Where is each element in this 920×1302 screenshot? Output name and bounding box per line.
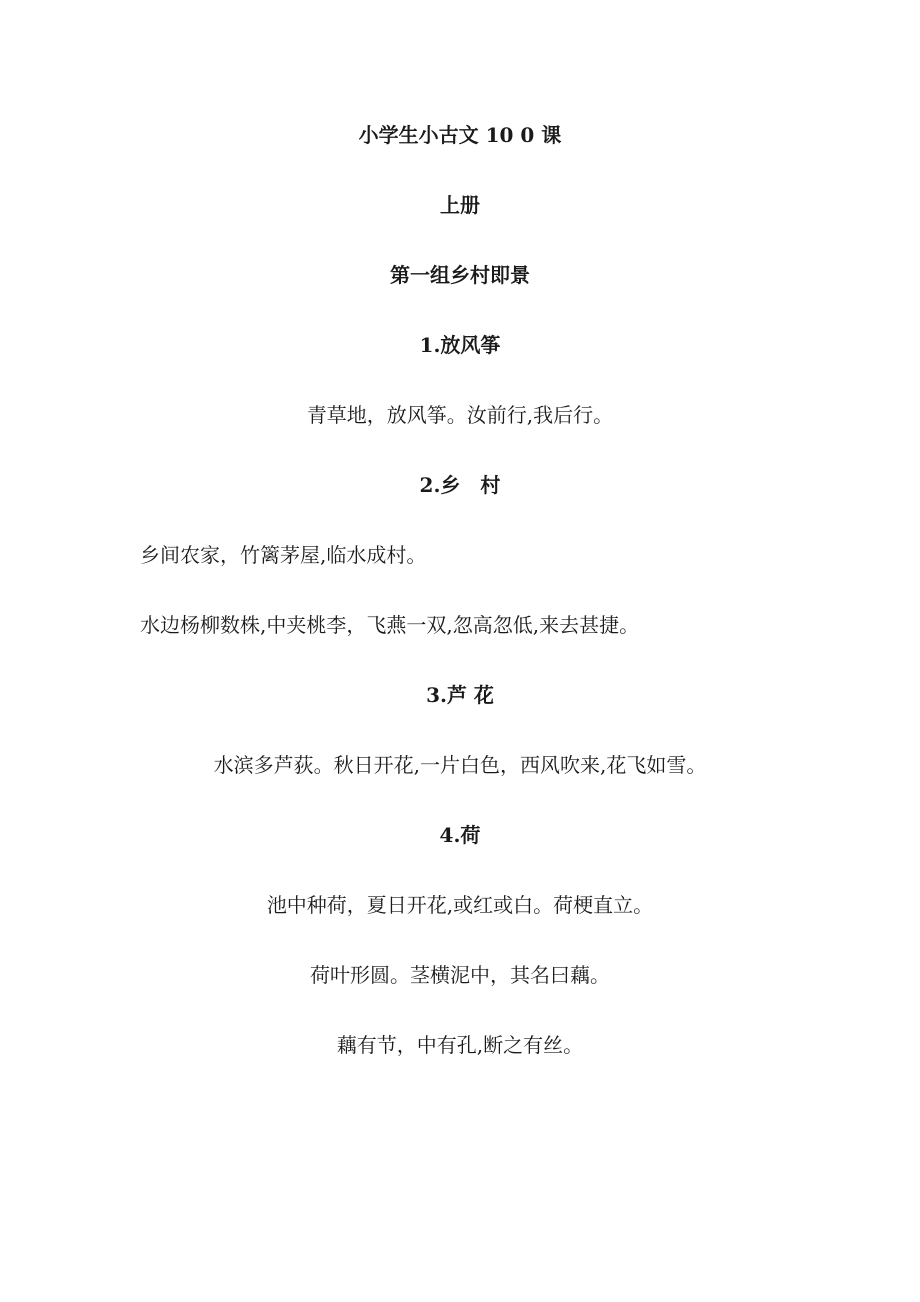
lesson-heading: 1.放风筝 (419, 333, 501, 357)
lesson-text-line: 青草地，放风筝。汝前行,我后行。 (306, 403, 614, 427)
lesson-heading: 2.乡 村 (419, 473, 501, 497)
lesson-text-line: 荷叶形圆。茎横泥中，其名曰藕。 (310, 963, 610, 987)
lesson-text-line: 水滨多芦荻。秋日开花,一片白色，西风吹来,花飞如雪。 (213, 753, 707, 777)
lesson-heading: 3.芦 花 (426, 683, 494, 707)
lesson-text-line: 水边杨柳数株,中夹桃李，飞燕一双,忽高忽低,来去甚捷。 (140, 613, 640, 637)
volume-heading: 上册 (440, 193, 480, 217)
lesson-heading: 4.荷 (439, 823, 481, 847)
document-title: 小学生小古文 10 0 课 (358, 123, 562, 147)
lesson-text-line: 藕有节，中有孔,断之有丝。 (336, 1033, 584, 1057)
lesson-text-line: 乡间农家，竹篱茅屋,临水成村。 (140, 543, 427, 567)
group-heading: 第一组乡村即景 (390, 263, 530, 287)
lesson-text-line: 池中种荷，夏日开花,或红或白。荷梗直立。 (266, 893, 654, 917)
